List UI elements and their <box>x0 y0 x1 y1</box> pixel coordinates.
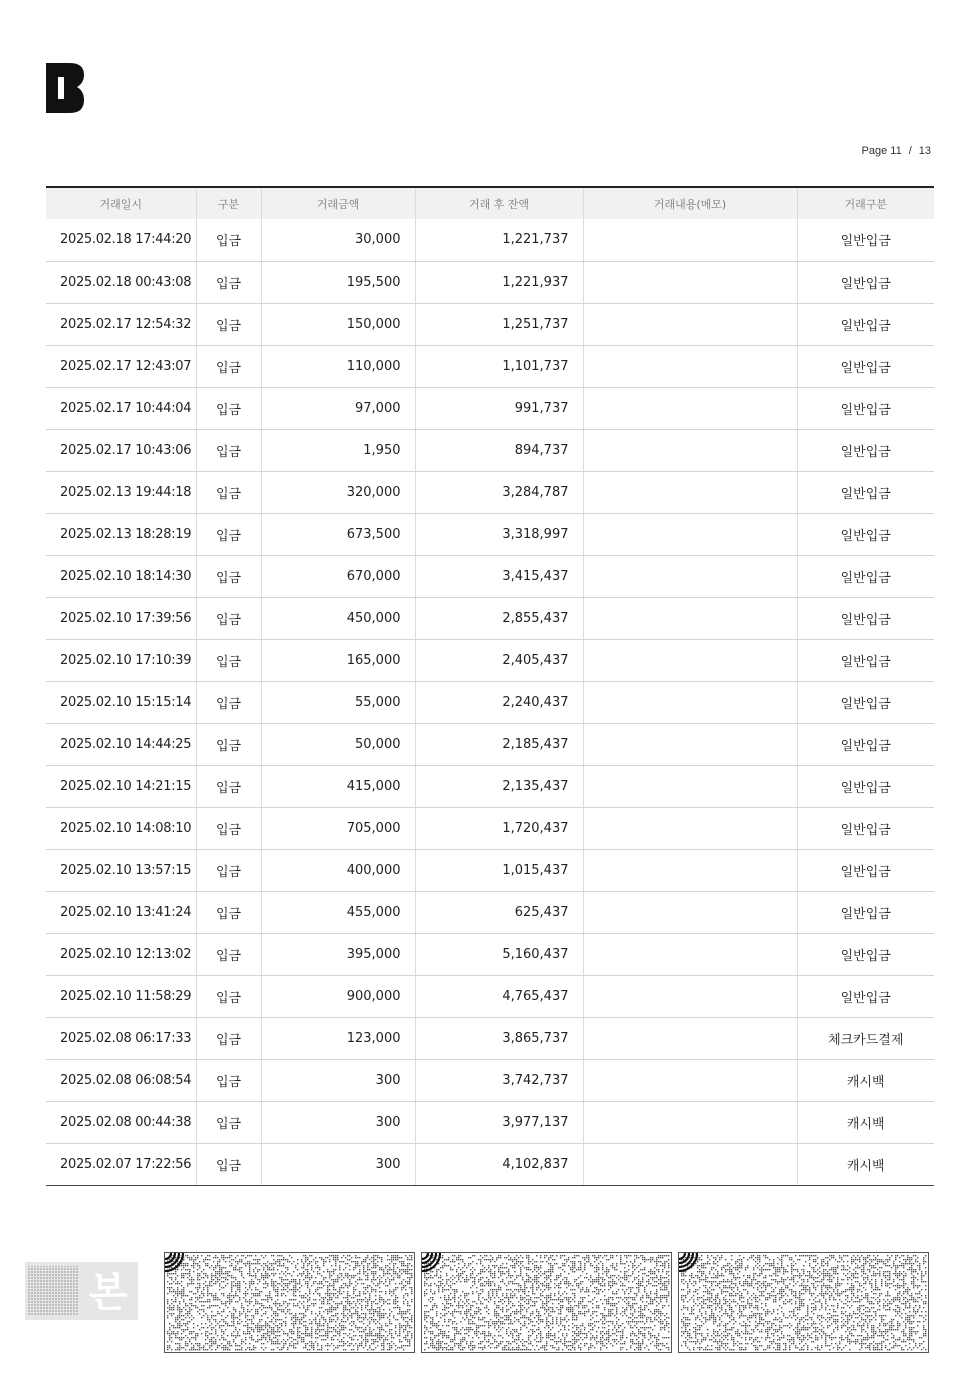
cell-datetime: 2025.02.10 11:58:29 <box>46 975 196 1017</box>
cell-category: 일반입금 <box>797 513 934 555</box>
table-row <box>46 849 934 891</box>
cell-balance: 991,737 <box>415 387 583 429</box>
table-row <box>46 1059 934 1101</box>
cell-balance: 5,160,437 <box>415 933 583 975</box>
security-seal-1 <box>164 1252 415 1353</box>
cell-amount: 670,000 <box>261 555 415 597</box>
cell-datetime: 2025.02.08 06:17:33 <box>46 1017 196 1059</box>
cell-amount: 395,000 <box>261 933 415 975</box>
cell-type: 입금 <box>196 891 261 933</box>
cell-balance: 3,742,737 <box>415 1059 583 1101</box>
table-row <box>46 597 934 639</box>
table-row <box>46 1017 934 1059</box>
table-row <box>46 639 934 681</box>
cell-balance: 4,102,837 <box>415 1143 583 1185</box>
cell-amount: 30,000 <box>261 219 415 261</box>
cell-category: 일반입금 <box>797 471 934 513</box>
table-header-row <box>46 187 934 219</box>
cell-type: 입금 <box>196 1059 261 1101</box>
cell-category: 일반입금 <box>797 891 934 933</box>
cell-memo <box>583 807 797 849</box>
cell-category: 일반입금 <box>797 597 934 639</box>
cell-category: 일반입금 <box>797 429 934 471</box>
cell-amount: 300 <box>261 1101 415 1143</box>
cell-memo <box>583 429 797 471</box>
cell-category: 일반입금 <box>797 555 934 597</box>
cell-memo <box>583 849 797 891</box>
cell-datetime: 2025.02.10 14:08:10 <box>46 807 196 849</box>
table-row <box>46 471 934 513</box>
table-row <box>46 261 934 303</box>
cell-type: 입금 <box>196 807 261 849</box>
cell-category: 일반입금 <box>797 345 934 387</box>
cell-category: 일반입금 <box>797 639 934 681</box>
cell-datetime: 2025.02.10 17:39:56 <box>46 597 196 639</box>
table-row <box>46 975 934 1017</box>
cell-category: 체크카드결제 <box>797 1017 934 1059</box>
cell-category: 일반입금 <box>797 387 934 429</box>
cell-type: 입금 <box>196 597 261 639</box>
cell-balance: 2,135,437 <box>415 765 583 807</box>
cell-category: 일반입금 <box>797 219 934 261</box>
security-seal-icon <box>679 1253 928 1352</box>
cell-memo <box>583 513 797 555</box>
cell-memo <box>583 471 797 513</box>
cell-balance: 3,318,997 <box>415 513 583 555</box>
table-row <box>46 387 934 429</box>
cell-category: 일반입금 <box>797 849 934 891</box>
table-row <box>46 807 934 849</box>
header-category: 거래구분 <box>797 187 934 219</box>
table-row <box>46 513 934 555</box>
cell-datetime: 2025.02.10 17:10:39 <box>46 639 196 681</box>
table-row <box>46 219 934 261</box>
cell-balance: 3,415,437 <box>415 555 583 597</box>
table-row <box>46 681 934 723</box>
cell-balance: 1,221,737 <box>415 219 583 261</box>
cell-balance: 2,240,437 <box>415 681 583 723</box>
cell-datetime: 2025.02.13 19:44:18 <box>46 471 196 513</box>
cell-amount: 110,000 <box>261 345 415 387</box>
cell-memo <box>583 765 797 807</box>
cell-memo <box>583 387 797 429</box>
table-row <box>46 1101 934 1143</box>
cell-memo <box>583 261 797 303</box>
cell-amount: 165,000 <box>261 639 415 681</box>
cell-balance: 1,101,737 <box>415 345 583 387</box>
security-seal-icon <box>165 1253 414 1352</box>
cell-amount: 673,500 <box>261 513 415 555</box>
cell-amount: 320,000 <box>261 471 415 513</box>
cell-type: 입금 <box>196 1101 261 1143</box>
cell-category: 캐시백 <box>797 1101 934 1143</box>
cell-category: 일반입금 <box>797 723 934 765</box>
cell-type: 입금 <box>196 345 261 387</box>
table-body <box>46 219 934 1185</box>
cell-balance: 894,737 <box>415 429 583 471</box>
cell-memo <box>583 345 797 387</box>
cell-amount: 55,000 <box>261 681 415 723</box>
cell-datetime: 2025.02.17 10:44:04 <box>46 387 196 429</box>
cell-type: 입금 <box>196 849 261 891</box>
cell-amount: 195,500 <box>261 261 415 303</box>
cell-amount: 50,000 <box>261 723 415 765</box>
cell-amount: 450,000 <box>261 597 415 639</box>
cell-category: 캐시백 <box>797 1143 934 1185</box>
cell-balance: 1,015,437 <box>415 849 583 891</box>
cell-amount: 705,000 <box>261 807 415 849</box>
cell-amount: 300 <box>261 1059 415 1101</box>
cell-datetime: 2025.02.10 14:21:15 <box>46 765 196 807</box>
table-row <box>46 723 934 765</box>
cell-memo <box>583 1143 797 1185</box>
cell-datetime: 2025.02.10 13:41:24 <box>46 891 196 933</box>
cell-datetime: 2025.02.17 10:43:06 <box>46 429 196 471</box>
cell-type: 입금 <box>196 429 261 471</box>
cell-category: 일반입금 <box>797 261 934 303</box>
stamp-text: 본 <box>88 1270 128 1316</box>
cell-type: 입금 <box>196 975 261 1017</box>
header-amount: 거래금액 <box>261 187 415 219</box>
cell-balance: 4,765,437 <box>415 975 583 1017</box>
cell-balance: 625,437 <box>415 891 583 933</box>
security-seal-icon <box>422 1253 671 1352</box>
header-type: 구분 <box>196 187 261 219</box>
cell-amount: 400,000 <box>261 849 415 891</box>
cell-type: 입금 <box>196 555 261 597</box>
cell-category: 일반입금 <box>797 681 934 723</box>
cell-amount: 1,950 <box>261 429 415 471</box>
table-row <box>46 1143 934 1185</box>
cell-memo <box>583 681 797 723</box>
cell-balance: 2,855,437 <box>415 597 583 639</box>
cell-datetime: 2025.02.08 00:44:38 <box>46 1101 196 1143</box>
transaction-table <box>46 186 934 1186</box>
table-row <box>46 891 934 933</box>
table-row <box>46 429 934 471</box>
cell-datetime: 2025.02.10 15:15:14 <box>46 681 196 723</box>
cell-memo <box>583 933 797 975</box>
cell-category: 캐시백 <box>797 1059 934 1101</box>
cell-balance: 3,977,137 <box>415 1101 583 1143</box>
cell-type: 입금 <box>196 471 261 513</box>
cell-type: 입금 <box>196 639 261 681</box>
table-row <box>46 765 934 807</box>
cell-memo <box>583 303 797 345</box>
header-balance: 거래 후 잔액 <box>415 187 583 219</box>
copy-stamp <box>25 1262 138 1320</box>
cell-type: 입금 <box>196 387 261 429</box>
cell-datetime: 2025.02.17 12:43:07 <box>46 345 196 387</box>
cell-amount: 97,000 <box>261 387 415 429</box>
cell-datetime: 2025.02.10 13:57:15 <box>46 849 196 891</box>
cell-type: 입금 <box>196 681 261 723</box>
cell-memo <box>583 555 797 597</box>
cell-amount: 123,000 <box>261 1017 415 1059</box>
cell-memo <box>583 1017 797 1059</box>
cell-balance: 1,720,437 <box>415 807 583 849</box>
cell-balance: 2,405,437 <box>415 639 583 681</box>
cell-type: 입금 <box>196 765 261 807</box>
cell-balance: 1,221,937 <box>415 261 583 303</box>
cell-datetime: 2025.02.10 14:44:25 <box>46 723 196 765</box>
cell-datetime: 2025.02.18 00:43:08 <box>46 261 196 303</box>
cell-memo <box>583 1059 797 1101</box>
cell-memo <box>583 891 797 933</box>
cell-type: 입금 <box>196 723 261 765</box>
cell-category: 일반입금 <box>797 975 934 1017</box>
cell-memo <box>583 597 797 639</box>
cell-type: 입금 <box>196 261 261 303</box>
header-memo: 거래내용(메모) <box>583 187 797 219</box>
cell-type: 입금 <box>196 1143 261 1185</box>
page-indicator: Page 11 / 13 <box>861 145 931 157</box>
cell-datetime: 2025.02.18 17:44:20 <box>46 219 196 261</box>
cell-datetime: 2025.02.10 18:14:30 <box>46 555 196 597</box>
cell-category: 일반입금 <box>797 303 934 345</box>
cell-type: 입금 <box>196 219 261 261</box>
cell-amount: 300 <box>261 1143 415 1185</box>
cell-balance: 3,284,787 <box>415 471 583 513</box>
security-seal-2 <box>421 1252 672 1353</box>
cell-amount: 415,000 <box>261 765 415 807</box>
cell-balance: 1,251,737 <box>415 303 583 345</box>
cell-category: 일반입금 <box>797 933 934 975</box>
cell-memo <box>583 723 797 765</box>
cell-memo <box>583 975 797 1017</box>
cell-type: 입금 <box>196 513 261 555</box>
cell-balance: 3,865,737 <box>415 1017 583 1059</box>
table-row <box>46 555 934 597</box>
table-row <box>46 933 934 975</box>
cell-type: 입금 <box>196 303 261 345</box>
cell-datetime: 2025.02.08 06:08:54 <box>46 1059 196 1101</box>
cell-memo <box>583 219 797 261</box>
cell-datetime: 2025.02.10 12:13:02 <box>46 933 196 975</box>
table-row <box>46 345 934 387</box>
bank-logo <box>46 63 84 113</box>
table-row <box>46 303 934 345</box>
cell-category: 일반입금 <box>797 807 934 849</box>
cell-category: 일반입금 <box>797 765 934 807</box>
cell-datetime: 2025.02.17 12:54:32 <box>46 303 196 345</box>
cell-balance: 2,185,437 <box>415 723 583 765</box>
cell-amount: 455,000 <box>261 891 415 933</box>
cell-datetime: 2025.02.13 18:28:19 <box>46 513 196 555</box>
cell-type: 입금 <box>196 933 261 975</box>
cell-memo <box>583 1101 797 1143</box>
security-seal-3 <box>678 1252 929 1353</box>
cell-memo <box>583 639 797 681</box>
cell-datetime: 2025.02.07 17:22:56 <box>46 1143 196 1185</box>
header-datetime: 거래일시 <box>46 187 196 219</box>
cell-amount: 900,000 <box>261 975 415 1017</box>
cell-amount: 150,000 <box>261 303 415 345</box>
cell-type: 입금 <box>196 1017 261 1059</box>
